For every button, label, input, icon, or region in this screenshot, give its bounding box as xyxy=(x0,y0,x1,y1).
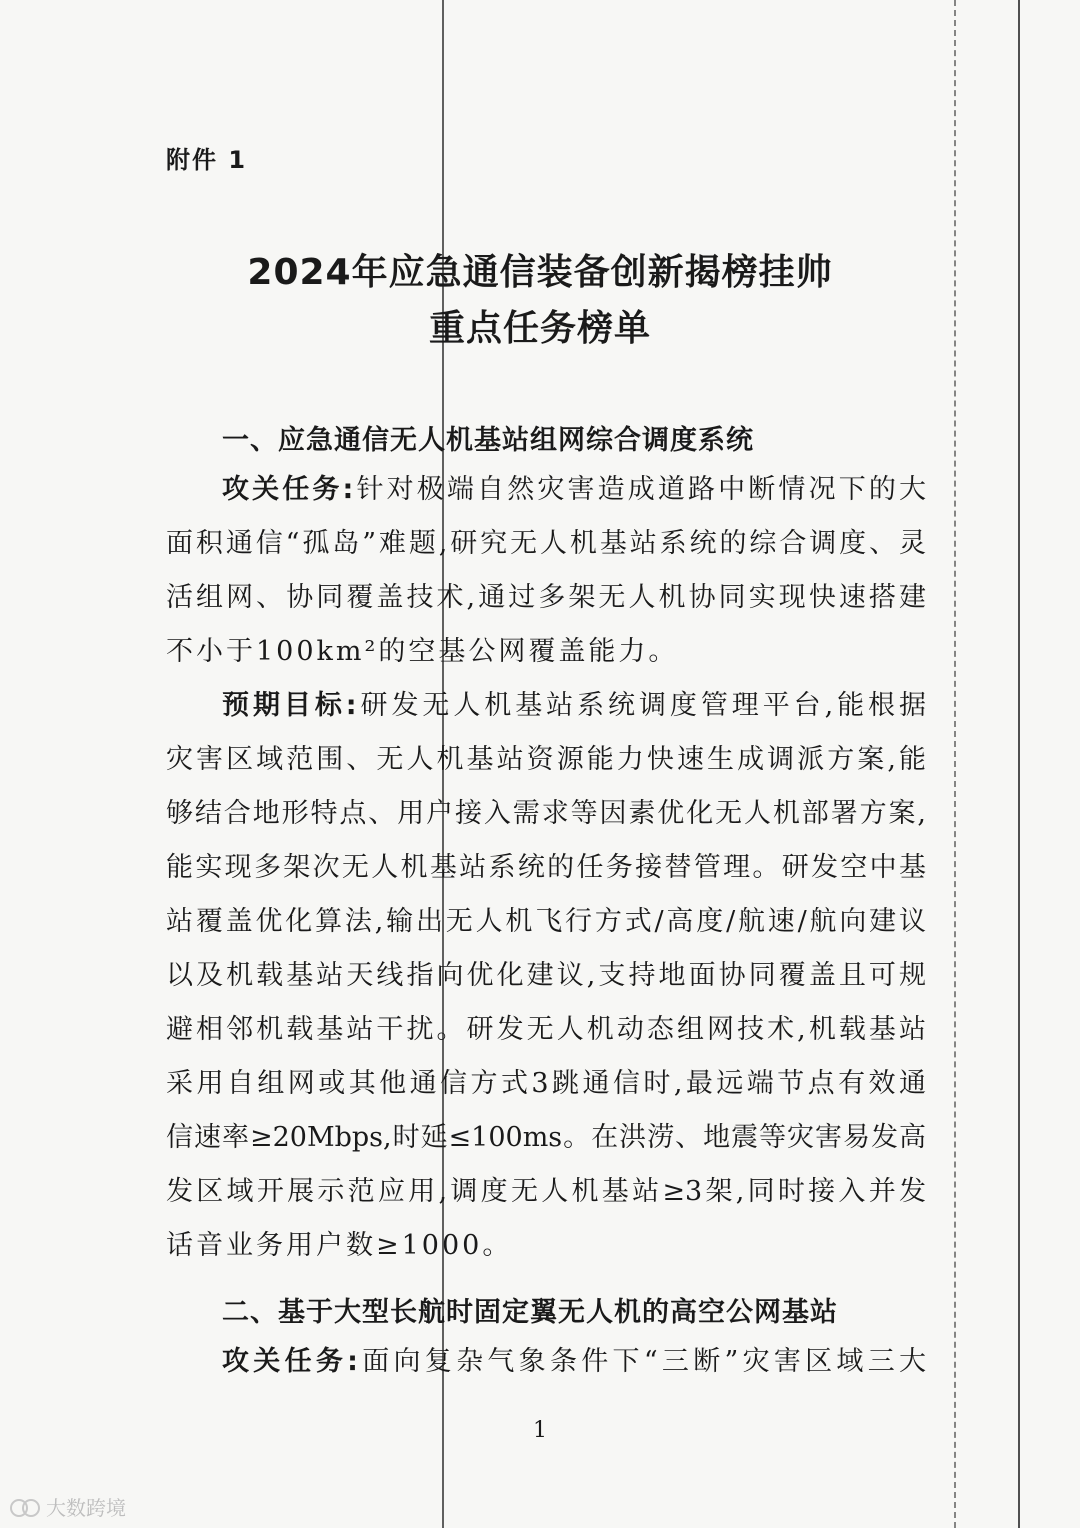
section-1-task-text-1: 针对极端自然灾害造成道路中断情况下的大 xyxy=(353,474,926,505)
section-1-heading: 一、应急通信无人机基站组网综合调度系统 xyxy=(222,425,754,456)
section-1-task-line-2: 面积通信“孤岛”难题,研究无人机基站系统的综合调度、灵 xyxy=(166,528,926,559)
section-1-goal-line-6: 以及机载基站天线指向优化建议,支持地面协同覆盖且可规 xyxy=(166,960,926,991)
section-1-task-line-4: 不小于100km²的空基公网覆盖能力。 xyxy=(166,636,679,667)
watermark xyxy=(10,1492,126,1521)
section-1-task-line-1 xyxy=(222,470,926,510)
section-2-task-label: 攻关任务: xyxy=(222,1346,358,1377)
section-1-goal-line-8: 采用自组网或其他通信方式3跳通信时,最远端节点有效通 xyxy=(166,1068,926,1099)
section-1-goal-line-4: 能实现多架次无人机基站系统的任务接替管理。研发空中基 xyxy=(166,852,926,883)
watermark-text: 大数跨境 xyxy=(46,1496,126,1520)
section-2-heading: 二、基于大型长航时固定翼无人机的高空公网基站 xyxy=(222,1297,838,1328)
section-1-task-line-3: 活组网、协同覆盖技术,通过多架无人机协同实现快速搭建 xyxy=(166,582,926,613)
section-2-task-line-1 xyxy=(222,1342,926,1382)
page-number: 1 xyxy=(533,1418,547,1443)
document-title-line-1: 2024年应急通信装备创新揭榜挂帅 xyxy=(247,252,833,293)
section-1-goal-line-1 xyxy=(222,686,926,726)
section-1-goal-line-5: 站覆盖优化算法,输出无人机飞行方式/高度/航速/航向建议 xyxy=(166,906,926,937)
section-1-task-label: 攻关任务: xyxy=(222,474,354,505)
section-1-goal-line-3: 够结合地形特点、用户接入需求等因素优化无人机部署方案, xyxy=(166,798,926,829)
section-1-goal-text-1: 研发无人机基站系统调度管理平台,能根据 xyxy=(356,690,926,721)
section-1-goal-line-11: 话音业务用户数≥1000。 xyxy=(166,1230,513,1261)
section-1-goal-line-9: 信速率≥20Mbps,时延≤100ms。在洪涝、地震等灾害易发高 xyxy=(166,1122,926,1153)
section-1-goal-line-2: 灾害区域范围、无人机基站资源能力快速生成调派方案,能 xyxy=(166,744,926,775)
attachment-label: 附件 1 xyxy=(166,146,248,174)
scan-line-right-dashed xyxy=(954,0,956,1528)
section-2-task-text-1: 面向复杂气象条件下“三断”灾害区域三大 xyxy=(357,1346,926,1377)
watermark-logo-icon xyxy=(10,1496,40,1518)
section-1-goal-label: 预期目标: xyxy=(222,690,357,721)
section-1-goal-line-10: 发区域开展示范应用,调度无人机基站≥3架,同时接入并发 xyxy=(166,1176,926,1207)
section-1-goal-line-7: 避相邻机载基站干扰。研发无人机动态组网技术,机载基站 xyxy=(166,1014,926,1045)
scan-line-right-solid xyxy=(1018,0,1020,1528)
document-title-line-2: 重点任务榜单 xyxy=(428,308,651,349)
